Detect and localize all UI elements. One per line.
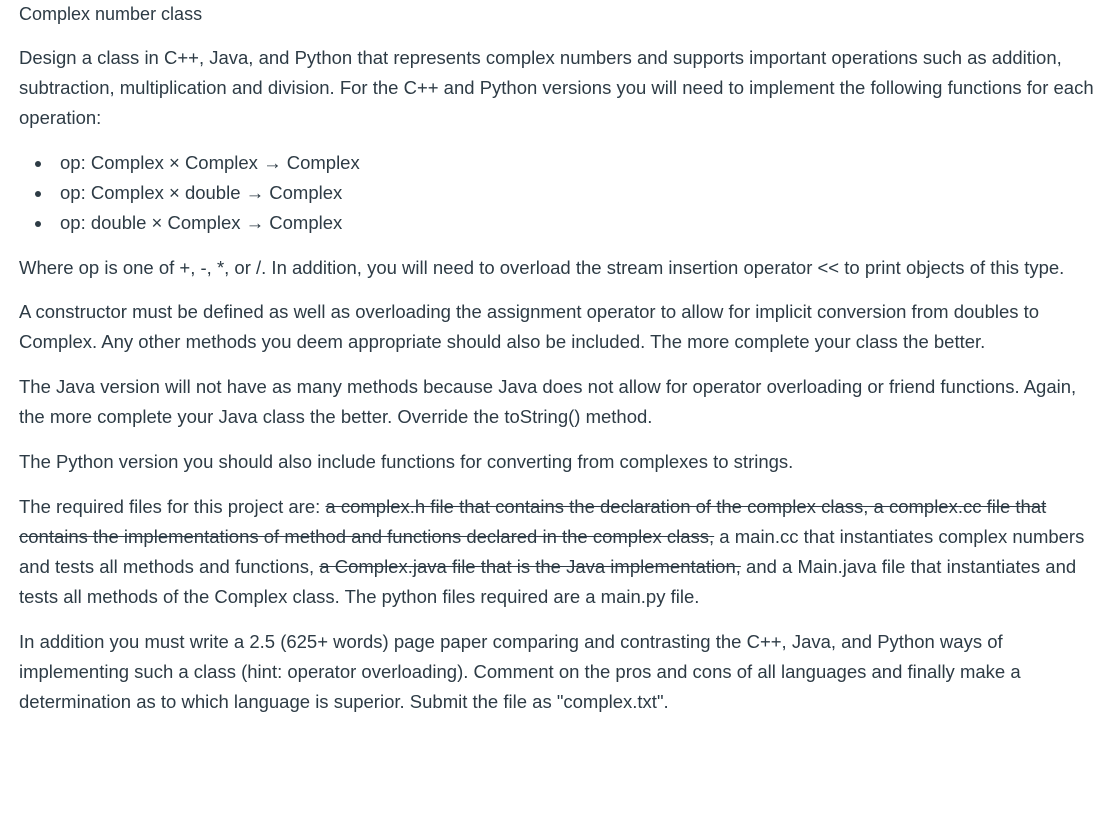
page-title: Complex number class (19, 4, 203, 24)
where-op-paragraph: Where op is one of +, -, *, or /. In addition, you will need to overload the stream insertion operator << to print objects of this type. (19, 257, 1065, 278)
struck-text-cpp-files: a complex.h file that contains the declaration of the complex class, a complex.cc file that contains the implementations of method and functions declared in the complex class, (19, 496, 1047, 547)
list-item: op: Complex × double → Complex (60, 178, 1095, 208)
required-files-paragraph (19, 492, 1095, 612)
python-paragraph: The Python version you should also include functions for converting from complexes to strings. (19, 451, 794, 472)
list-item: op: double × Complex → Complex (60, 208, 1095, 238)
struck-text-java-file: a Complex.java file that is the Java implementation, (319, 556, 741, 577)
list-item: op: Complex × Complex → Complex (60, 148, 1095, 178)
constructor-paragraph: A constructor must be defined as well as overloading the assignment operator to allow for implicit conversion from doubles to Complex. Any other methods you deem appropriate should also be included. The more complete your class the better. (19, 301, 1040, 352)
required-files-lead: The required files for this project are: (19, 496, 326, 517)
operations-list (19, 148, 1095, 238)
required-files-mid: a main.cc that instantiates complex numbers and tests all methods and functions, (19, 526, 1085, 577)
required-files-tail: and a Main.java file that instantiates and tests all methods of the Complex class. The python files required are a main.py file. (19, 556, 1077, 607)
paper-paragraph: In addition you must write a 2.5 (625+ words) page paper comparing and contrasting the C++, Java, and Python ways of implementing such a class (hint: operator overloading). Comment on the pros and cons of all languages and finally make a determination as to which language is superior. Submit the file as "complex.txt". (19, 631, 1021, 712)
intro-paragraph: Design a class in C++, Java, and Python that represents complex numbers and supports important operations such as addition, subtraction, multiplication and division. For the C++ and Python versions you will need to implement the following functions for each operation: (19, 47, 1094, 128)
java-paragraph: The Java version will not have as many methods because Java does not allow for operator overloading or friend functions. Again, the more complete your Java class the better. Override the toString() method. (19, 376, 1077, 427)
